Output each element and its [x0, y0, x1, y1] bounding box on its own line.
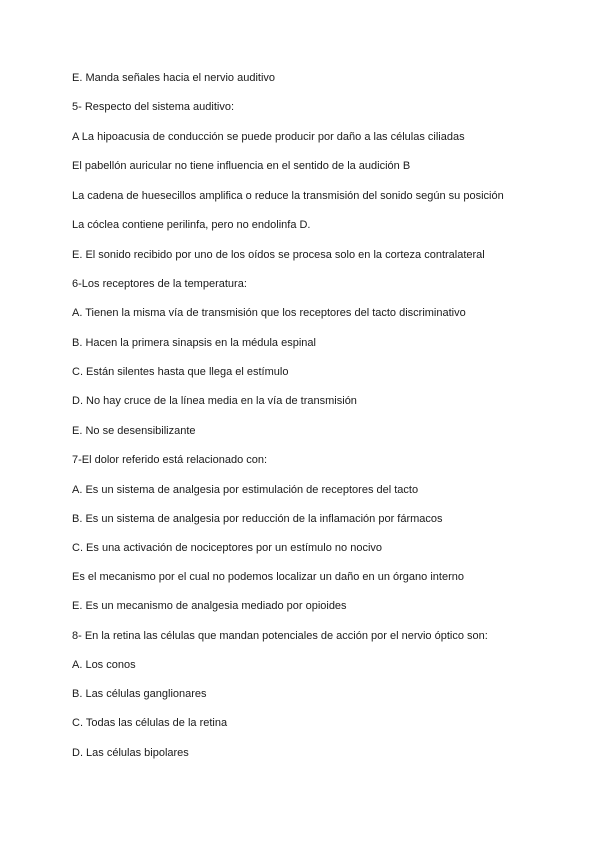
question-5-heading: 5- Respecto del sistema auditivo:: [72, 101, 235, 113]
question-8-option-a: A. Los conos: [72, 659, 136, 671]
question-7-option-a: A. Es un sistema de analgesia por estimulación de receptores del tacto: [72, 484, 419, 496]
question-7-option-b: B. Es un sistema de analgesia por reducción de la inflamación por fármacos: [72, 513, 443, 525]
question-6-option-e: E. No se desensibilizante: [72, 425, 196, 437]
question-7-option-c: C. Es una activación de nociceptores por un estímulo no nocivo: [72, 542, 383, 554]
question-6-heading: 6-Los receptores de la temperatura:: [72, 278, 247, 290]
question-8-heading: 8- En la retina las células que mandan potenciales de acción por el nervio óptico son:: [72, 630, 488, 642]
question-8-option-c: C. Todas las células de la retina: [72, 717, 228, 729]
question-5-option-c: La cadena de huesecillos amplifica o reduce la transmisión del sonido según su posición: [72, 190, 504, 202]
question-8-option-b: B. Las células ganglionares: [72, 688, 207, 700]
question-7-heading: 7-El dolor referido está relacionado con:: [72, 454, 268, 466]
question-6-option-c: C. Están silentes hasta que llega el estímulo: [72, 366, 289, 378]
question-6-option-b: B. Hacen la primera sinapsis en la médula espinal: [72, 337, 316, 349]
question-6-option-a: A. Tienen la misma vía de transmisión que los receptores del tacto discriminativo: [72, 307, 466, 319]
option-e-auditory-nerve: E. Manda señales hacia el nervio auditivo: [72, 72, 276, 84]
question-5-option-b: El pabellón auricular no tiene influencia en el sentido de la audición B: [72, 160, 411, 172]
question-8-option-d: D. Las células bipolares: [72, 747, 189, 759]
question-5-option-d: La cóclea contiene perilinfa, pero no endolinfa D.: [72, 219, 311, 231]
question-7-option-d: Es el mecanismo por el cual no podemos localizar un daño en un órgano interno: [72, 571, 464, 583]
question-7-option-e: E. Es un mecanismo de analgesia mediado por opioides: [72, 600, 347, 612]
question-5-option-e: E. El sonido recibido por uno de los oídos se procesa solo en la corteza contralateral: [72, 249, 485, 261]
question-6-option-d: D. No hay cruce de la línea media en la vía de transmisión: [72, 395, 357, 407]
question-5-option-a: A La hipoacusia de conducción se puede producir por daño a las células ciliadas: [72, 131, 465, 143]
